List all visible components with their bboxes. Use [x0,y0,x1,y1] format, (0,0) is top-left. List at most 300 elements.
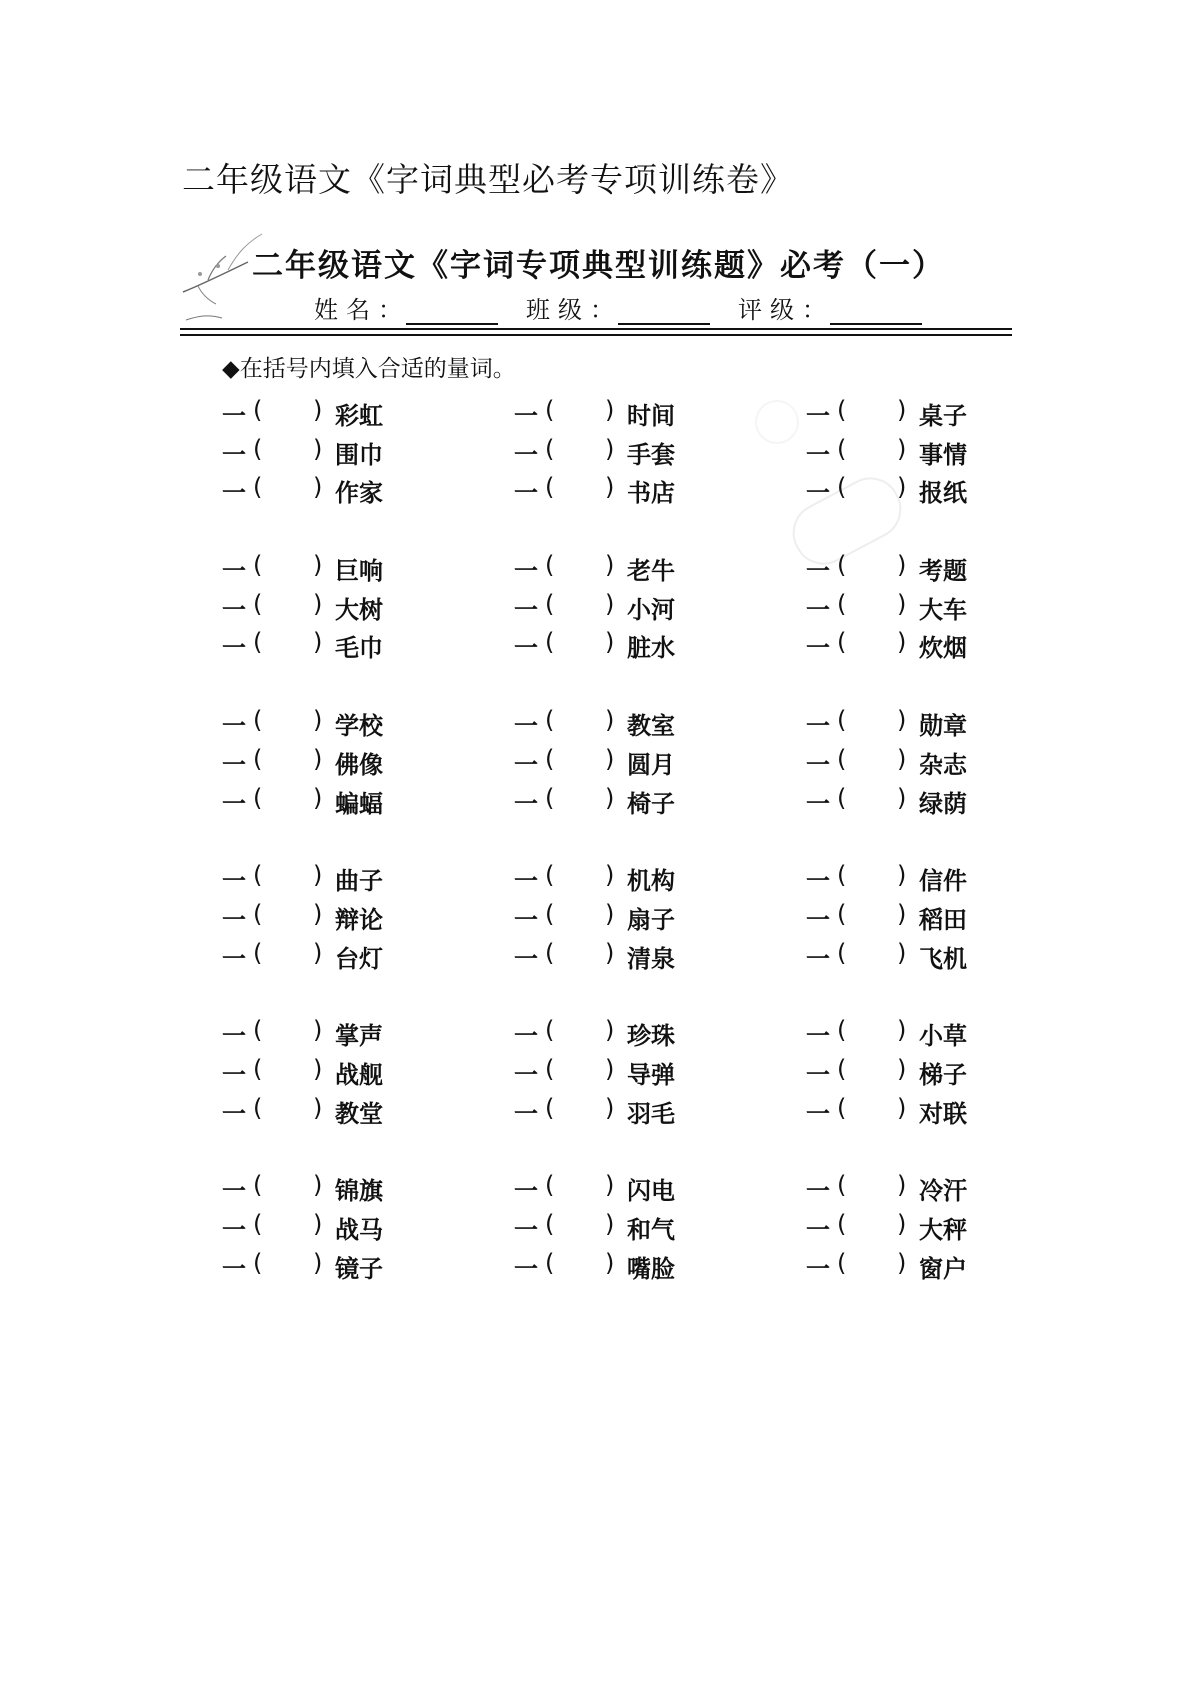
noun-word: 锦旗 [335,1177,383,1206]
right-paren: ) [897,473,907,502]
left-paren: ( [545,744,555,773]
left-paren: ( [837,706,847,735]
right-paren: ) [313,473,323,502]
measure-word-item[interactable] [806,706,1098,745]
noun-word: 大树 [335,595,383,624]
measure-word-item[interactable] [222,1210,514,1249]
noun-word: 考题 [919,557,967,586]
measure-word-item[interactable] [514,1094,806,1133]
noun-word: 掌声 [335,1022,383,1051]
right-paren: ) [897,783,907,812]
noun-word: 梯子 [919,1060,967,1089]
left-paren: ( [545,551,555,580]
right-paren: ) [605,434,615,463]
grade-field[interactable] [738,290,922,325]
measure-word-item[interactable] [222,473,514,512]
left-paren: ( [253,434,263,463]
measure-word-item[interactable] [222,939,514,978]
measure-word-item[interactable] [514,396,806,435]
right-paren: ) [897,396,907,424]
exercise-row [222,1171,1098,1210]
prefix-yi: 一 [222,1099,246,1128]
left-paren: ( [253,1054,263,1083]
noun-word: 信件 [919,867,967,896]
prefix-yi: 一 [806,595,830,624]
left-paren: ( [837,1054,847,1083]
left-paren: ( [545,1016,555,1045]
noun-word: 战马 [335,1216,383,1244]
prefix-yi: 一 [222,440,246,469]
right-paren: ) [605,551,615,580]
exercise-group [222,1016,1098,1132]
exercise-row [222,473,1098,512]
measure-word-item[interactable] [222,590,514,629]
noun-word: 大车 [919,595,967,624]
class-label: 班级 [526,296,590,324]
exercise-group [222,706,1098,822]
prefix-yi: 一 [514,867,538,896]
left-paren: ( [837,1210,847,1238]
noun-word: 对联 [919,1099,967,1128]
noun-word: 小草 [919,1022,967,1051]
left-paren: ( [837,1016,847,1045]
right-paren: ) [897,938,907,967]
measure-word-item[interactable] [806,1171,1098,1210]
measure-word-item[interactable] [222,900,514,939]
exercise-group [222,551,1098,667]
prefix-yi: 一 [222,1254,246,1283]
prefix-yi: 一 [806,1216,830,1244]
noun-word: 桌子 [919,402,967,430]
prefix-yi: 一 [514,595,538,624]
measure-word-item[interactable] [222,1016,514,1055]
noun-word: 报纸 [919,479,967,508]
right-paren: ) [605,744,615,773]
exercise-row [222,1249,1098,1288]
left-paren: ( [253,628,263,657]
measure-word-item[interactable] [514,1249,806,1288]
noun-word: 作家 [335,479,383,508]
noun-word: 导弹 [627,1060,675,1089]
noun-word: 勋章 [919,712,967,741]
left-paren: ( [837,783,847,812]
measure-word-item[interactable] [514,1055,806,1094]
right-paren: ) [897,899,907,928]
measure-word-item[interactable] [806,745,1098,784]
noun-word: 窗户 [919,1254,967,1283]
right-paren: ) [897,744,907,773]
right-paren: ) [605,1248,615,1277]
measure-word-item[interactable] [222,1094,514,1133]
measure-word-item[interactable] [222,745,514,784]
prefix-yi: 一 [514,1216,538,1244]
exercise-row [222,1210,1098,1249]
noun-word: 冷汗 [919,1177,967,1206]
measure-word-item[interactable] [806,473,1098,512]
right-paren: ) [313,551,323,580]
exercise-row [222,1094,1098,1133]
left-paren: ( [545,1210,555,1238]
left-paren: ( [837,628,847,657]
exercise-row [222,628,1098,667]
exercise-row [222,551,1098,590]
right-paren: ) [897,706,907,735]
noun-word: 佛像 [335,750,383,779]
class-blank[interactable] [618,301,710,325]
noun-word: 围巾 [335,440,383,469]
prefix-yi: 一 [222,1022,246,1051]
left-paren: ( [545,628,555,657]
noun-word: 蝙蝠 [335,789,383,818]
measure-word-item[interactable] [514,861,806,900]
exercise-row [222,900,1098,939]
noun-word: 清泉 [627,944,675,973]
noun-word: 毛巾 [335,634,383,663]
noun-word: 绿荫 [919,789,967,818]
measure-word-item[interactable] [806,861,1098,900]
left-paren: ( [545,434,555,463]
noun-word: 稻田 [919,905,967,934]
right-paren: ) [605,589,615,618]
right-paren: ) [605,938,615,967]
noun-word: 和气 [627,1216,675,1244]
noun-word: 教堂 [335,1099,383,1128]
prefix-yi: 一 [222,1177,246,1206]
measure-word-item[interactable] [514,900,806,939]
measure-word-item[interactable] [222,396,514,435]
noun-word: 镜子 [335,1254,383,1283]
grade-label: 评级 [738,296,802,324]
prefix-yi: 一 [806,867,830,896]
prefix-yi: 一 [222,944,246,973]
right-paren: ) [605,706,615,735]
noun-word: 扇子 [627,905,675,934]
right-paren: ) [605,396,615,424]
right-paren: ) [605,1210,615,1238]
measure-word-item[interactable] [514,1210,806,1249]
right-paren: ) [605,1054,615,1083]
exercise-row [222,784,1098,823]
measure-word-item[interactable] [806,900,1098,939]
exercise-row [222,861,1098,900]
left-paren: ( [253,396,263,424]
measure-word-item[interactable] [222,1171,514,1210]
prefix-yi: 一 [806,1254,830,1283]
prefix-yi: 一 [222,750,246,779]
right-paren: ) [897,628,907,657]
exercise-grid [222,396,1098,1326]
left-paren: ( [837,434,847,463]
right-paren: ) [897,589,907,618]
left-paren: ( [837,589,847,618]
exercise-row [222,706,1098,745]
right-paren: ) [897,1093,907,1122]
prefix-yi: 一 [514,1022,538,1051]
left-paren: ( [837,396,847,424]
exercise-row [222,745,1098,784]
prefix-yi: 一 [514,1060,538,1089]
noun-word: 杂志 [919,750,967,779]
left-paren: ( [545,899,555,928]
right-paren: ) [313,589,323,618]
prefix-yi: 一 [514,750,538,779]
noun-word: 羽毛 [627,1099,675,1128]
measure-word-item[interactable] [806,1249,1098,1288]
prefix-yi: 一 [514,1254,538,1283]
prefix-yi: 一 [806,402,830,430]
measure-word-item[interactable] [806,1055,1098,1094]
prefix-yi: 一 [514,402,538,430]
measure-word-item[interactable] [806,590,1098,629]
measure-word-item[interactable] [514,1171,806,1210]
right-paren: ) [313,1248,323,1277]
noun-word: 机构 [627,867,675,896]
header-divider [180,328,1012,330]
left-paren: ( [253,589,263,618]
measure-word-item[interactable] [806,784,1098,823]
measure-word-item[interactable] [514,473,806,512]
left-paren: ( [837,899,847,928]
noun-word: 大秤 [919,1216,967,1244]
left-paren: ( [253,706,263,735]
right-paren: ) [313,1210,323,1238]
left-paren: ( [837,1171,847,1200]
exercise-row [222,396,1098,435]
instruction-text: ◆在括号内填入合适的量词。 [222,356,516,382]
noun-word: 教室 [627,712,675,741]
prefix-yi: 一 [222,1060,246,1089]
measure-word-item[interactable] [222,784,514,823]
noun-word: 闪电 [627,1177,675,1206]
prefix-yi: 一 [222,867,246,896]
prefix-yi: 一 [222,712,246,741]
noun-word: 老牛 [627,557,675,586]
left-paren: ( [253,744,263,773]
noun-word: 彩虹 [335,402,383,430]
student-info-row [314,290,922,325]
noun-word: 曲子 [335,867,383,896]
left-paren: ( [253,1171,263,1200]
measure-word-item[interactable] [514,1016,806,1055]
right-paren: ) [313,783,323,812]
exercise-row [222,1016,1098,1055]
measure-word-item[interactable] [514,745,806,784]
right-paren: ) [313,628,323,657]
measure-word-item[interactable] [222,435,514,474]
measure-word-item[interactable] [806,1094,1098,1133]
left-paren: ( [253,1248,263,1277]
prefix-yi: 一 [806,557,830,586]
grade-blank[interactable] [830,301,922,325]
prefix-yi: 一 [806,479,830,508]
noun-word: 嘴脸 [627,1254,675,1283]
right-paren: ) [605,861,615,890]
right-paren: ) [313,938,323,967]
right-paren: ) [605,473,615,502]
prefix-yi: 一 [222,634,246,663]
measure-word-item[interactable] [514,628,806,667]
noun-word: 台灯 [335,944,383,973]
name-label: 姓名 [314,296,378,324]
noun-word: 炊烟 [919,634,967,663]
prefix-yi: 一 [514,1177,538,1206]
noun-word: 巨响 [335,557,383,586]
right-paren: ) [897,551,907,580]
noun-word: 小河 [627,595,675,624]
prefix-yi: 一 [514,479,538,508]
measure-word-item[interactable] [806,1210,1098,1249]
left-paren: ( [545,1093,555,1122]
exercise-row [222,435,1098,474]
left-paren: ( [253,1016,263,1045]
noun-word: 学校 [335,712,383,741]
left-paren: ( [545,589,555,618]
left-paren: ( [837,473,847,502]
prefix-yi: 一 [222,595,246,624]
prefix-yi: 一 [222,905,246,934]
prefix-yi: 一 [806,634,830,663]
noun-word: 珍珠 [627,1022,675,1051]
left-paren: ( [253,899,263,928]
measure-word-item[interactable] [222,706,514,745]
prefix-yi: 一 [222,1216,246,1244]
prefix-yi: 一 [514,712,538,741]
left-paren: ( [545,706,555,735]
name-field[interactable] [314,290,498,325]
right-paren: ) [313,706,323,735]
right-paren: ) [897,434,907,463]
right-paren: ) [897,1210,907,1238]
measure-word-item[interactable] [806,551,1098,590]
measure-word-item[interactable] [514,551,806,590]
exercise-row [222,939,1098,978]
left-paren: ( [837,938,847,967]
measure-word-item[interactable] [806,628,1098,667]
exercise-row [222,590,1098,629]
class-field[interactable] [526,290,710,325]
prefix-yi: 一 [806,712,830,741]
prefix-yi: 一 [806,789,830,818]
right-paren: ) [605,899,615,928]
measure-word-item[interactable] [514,784,806,823]
noun-word: 飞机 [919,944,967,973]
prefix-yi: 一 [806,1099,830,1128]
right-paren: ) [313,1016,323,1045]
right-paren: ) [897,1248,907,1277]
measure-word-item[interactable] [222,1055,514,1094]
prefix-yi: 一 [514,557,538,586]
prefix-yi: 一 [806,1177,830,1206]
right-paren: ) [313,1054,323,1083]
name-blank[interactable] [406,301,498,325]
left-paren: ( [837,861,847,890]
measure-word-item[interactable] [514,590,806,629]
left-paren: ( [545,396,555,424]
name-colon: ： [378,296,402,324]
left-paren: ( [545,1171,555,1200]
class-colon: ： [590,296,614,324]
noun-word: 手套 [627,440,675,469]
right-paren: ) [313,861,323,890]
left-paren: ( [253,861,263,890]
noun-word: 时间 [627,402,675,430]
measure-word-item[interactable] [806,939,1098,978]
measure-word-item[interactable] [806,396,1098,435]
prefix-yi: 一 [806,750,830,779]
right-paren: ) [313,434,323,463]
prefix-yi: 一 [806,1022,830,1051]
left-paren: ( [253,938,263,967]
measure-word-item[interactable] [514,939,806,978]
left-paren: ( [253,783,263,812]
prefix-yi: 一 [514,440,538,469]
right-paren: ) [313,396,323,424]
measure-word-item[interactable] [514,706,806,745]
prefix-yi: 一 [222,789,246,818]
measure-word-item[interactable] [806,1016,1098,1055]
right-paren: ) [313,1171,323,1200]
prefix-yi: 一 [514,1099,538,1128]
left-paren: ( [545,938,555,967]
right-paren: ) [605,783,615,812]
prefix-yi: 一 [514,789,538,818]
left-paren: ( [545,473,555,502]
prefix-yi: 一 [514,944,538,973]
right-paren: ) [897,1171,907,1200]
left-paren: ( [837,744,847,773]
measure-word-item[interactable] [806,435,1098,474]
exercise-group [222,1171,1098,1287]
left-paren: ( [545,1248,555,1277]
measure-word-item[interactable] [222,628,514,667]
left-paren: ( [545,1054,555,1083]
noun-word: 圆月 [627,750,675,779]
left-paren: ( [253,473,263,502]
right-paren: ) [897,861,907,890]
right-paren: ) [313,744,323,773]
right-paren: ) [897,1054,907,1083]
right-paren: ) [605,1093,615,1122]
measure-word-item[interactable] [222,551,514,590]
measure-word-item[interactable] [514,435,806,474]
measure-word-item[interactable] [222,861,514,900]
grade-colon: ： [802,296,826,324]
prefix-yi: 一 [222,557,246,586]
prefix-yi: 一 [222,479,246,508]
left-paren: ( [545,783,555,812]
measure-word-item[interactable] [222,1249,514,1288]
left-paren: ( [545,861,555,890]
noun-word: 事情 [919,440,967,469]
header-divider [180,334,1012,336]
right-paren: ) [605,628,615,657]
prefix-yi: 一 [514,634,538,663]
exercise-group [222,396,1098,512]
noun-word: 脏水 [627,634,675,663]
document-title: 二年级语文《字词典型必考专项训练卷》 [182,160,794,199]
prefix-yi: 一 [222,402,246,430]
left-paren: ( [837,551,847,580]
noun-word: 辩论 [335,905,383,934]
left-paren: ( [837,1093,847,1122]
right-paren: ) [313,899,323,928]
prefix-yi: 一 [806,944,830,973]
noun-word: 椅子 [627,789,675,818]
left-paren: ( [837,1248,847,1277]
left-paren: ( [253,1210,263,1238]
exercise-row [222,1055,1098,1094]
prefix-yi: 一 [514,905,538,934]
